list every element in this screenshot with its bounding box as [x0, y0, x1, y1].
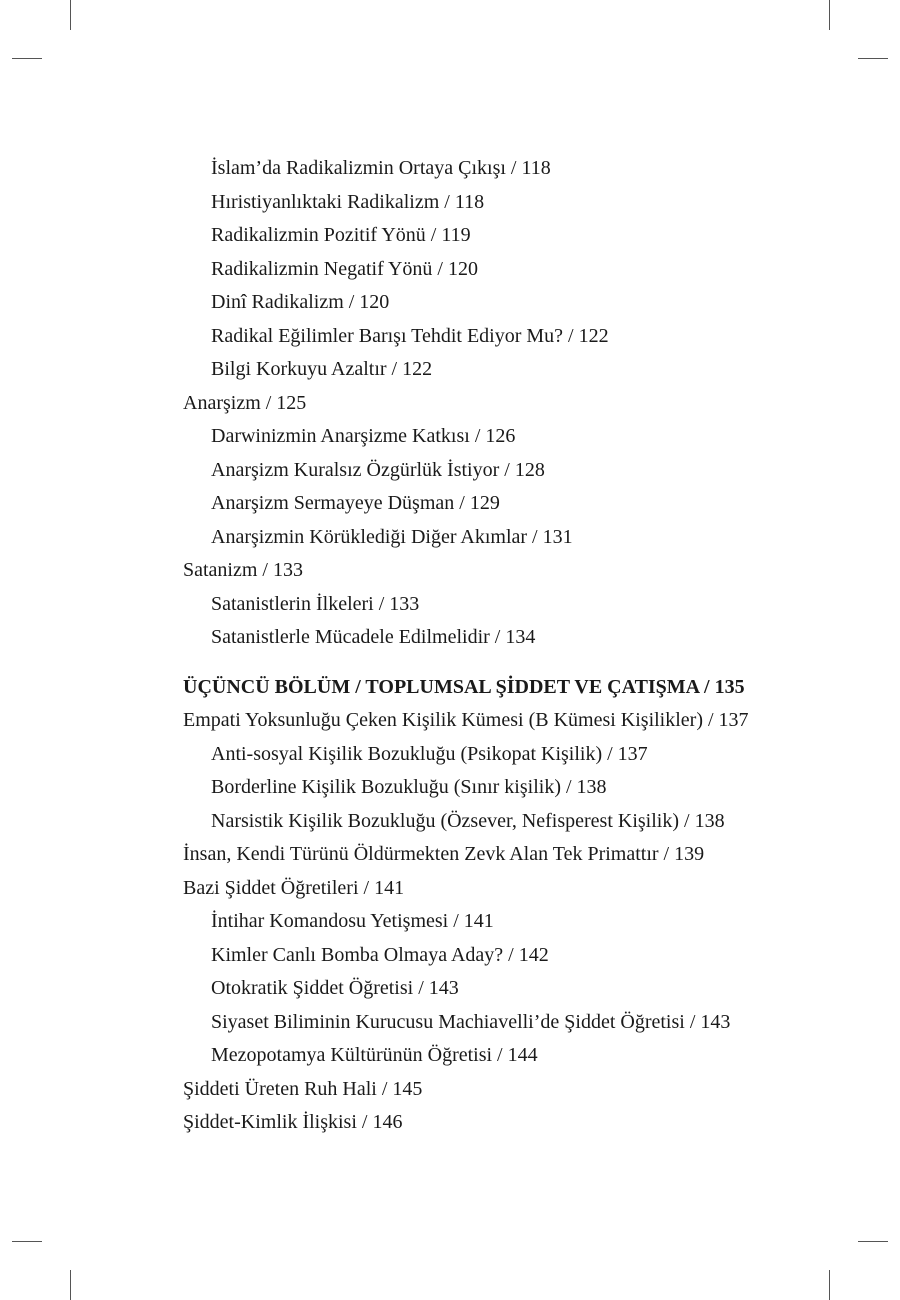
- toc-entry: Bilgi Korkuyu Azaltır / 122: [211, 358, 433, 380]
- toc-entry: Otokratik Şiddet Öğretisi / 143: [211, 977, 459, 999]
- toc-entry: Şiddet-Kimlik İlişkisi / 146: [183, 1111, 403, 1133]
- toc-entry: Siyaset Biliminin Kurucusu Machiavelli’de Şiddet Öğretisi / 143: [211, 1010, 731, 1033]
- toc-entry: Borderline Kişilik Bozukluğu (Sınır kişilik) / 138: [211, 776, 607, 798]
- crop-mark-top-right: [829, 0, 830, 30]
- toc-entry: İslam’da Radikalizmin Ortaya Çıkışı / 118: [211, 157, 551, 179]
- toc-entry: Satanizm / 133: [183, 559, 303, 581]
- toc-entry: Hıristiyanlıktaki Radikalizm / 118: [211, 190, 485, 213]
- toc-entry: Anti-sosyal Kişilik Bozukluğu (Psikopat Kişilik) / 137: [211, 742, 648, 765]
- toc-entry: Radikal Eğilimler Barışı Tehdit Ediyor Mu? / 122: [211, 324, 609, 347]
- crop-mark-left-bottom: [12, 1241, 42, 1242]
- toc-entry: Anarşizm / 125: [183, 391, 307, 414]
- chapter-heading: ÜÇÜNCÜ BÖLÜM / TOPLUMSAL ŞİDDET VE ÇATIŞMA / 135: [183, 675, 745, 698]
- toc-entry: İnsan, Kendi Türünü Öldürmekten Zevk Alan Tek Primattır / 139: [183, 843, 705, 865]
- toc-entry: İntihar Komandosu Yetişmesi / 141: [211, 910, 494, 932]
- crop-mark-right-top: [858, 58, 888, 59]
- toc-group-radicalism: [183, 152, 873, 655]
- toc-entry: Şiddeti Üreten Ruh Hali / 145: [183, 1077, 423, 1100]
- table-of-contents: [183, 152, 873, 1140]
- toc-group-violence: [183, 704, 873, 1140]
- crop-mark-bottom-right: [829, 1270, 830, 1300]
- toc-entry: Anarşizm Kuralsız Özgürlük İstiyor / 128: [211, 458, 545, 481]
- toc-entry: Dinî Radikalizm / 120: [211, 291, 390, 313]
- toc-entry: Empati Yoksunluğu Çeken Kişilik Kümesi (B Kümesi Kişilikler) / 137: [183, 709, 749, 731]
- toc-entry: Satanistlerin İlkeleri / 133: [211, 592, 420, 615]
- crop-mark-right-bottom: [858, 1241, 888, 1242]
- toc-entry: Darwinizmin Anarşizme Katkısı / 126: [211, 425, 516, 447]
- toc-entry: Kimler Canlı Bomba Olmaya Aday? / 142: [211, 943, 549, 966]
- toc-entry: Satanistlerle Mücadele Edilmelidir / 134: [211, 626, 536, 648]
- crop-mark-left-top: [12, 58, 42, 59]
- toc-entry: Radikalizmin Pozitif Yönü / 119: [211, 224, 471, 246]
- toc-entry: Anarşizm Sermayeye Düşman / 129: [211, 492, 500, 514]
- toc-entry: Radikalizmin Negatif Yönü / 120: [211, 257, 478, 280]
- toc-entry: Narsistik Kişilik Bozukluğu (Özsever, Nefisperest Kişilik) / 138: [211, 809, 725, 832]
- toc-entry: Anarşizmin Körüklediği Diğer Akımlar / 131: [211, 525, 573, 548]
- crop-mark-top-left: [70, 0, 71, 30]
- crop-mark-bottom-left: [70, 1270, 71, 1300]
- toc-entry: Bazi Şiddet Öğretileri / 141: [183, 876, 405, 899]
- toc-entry: Mezopotamya Kültürünün Öğretisi / 144: [211, 1044, 538, 1066]
